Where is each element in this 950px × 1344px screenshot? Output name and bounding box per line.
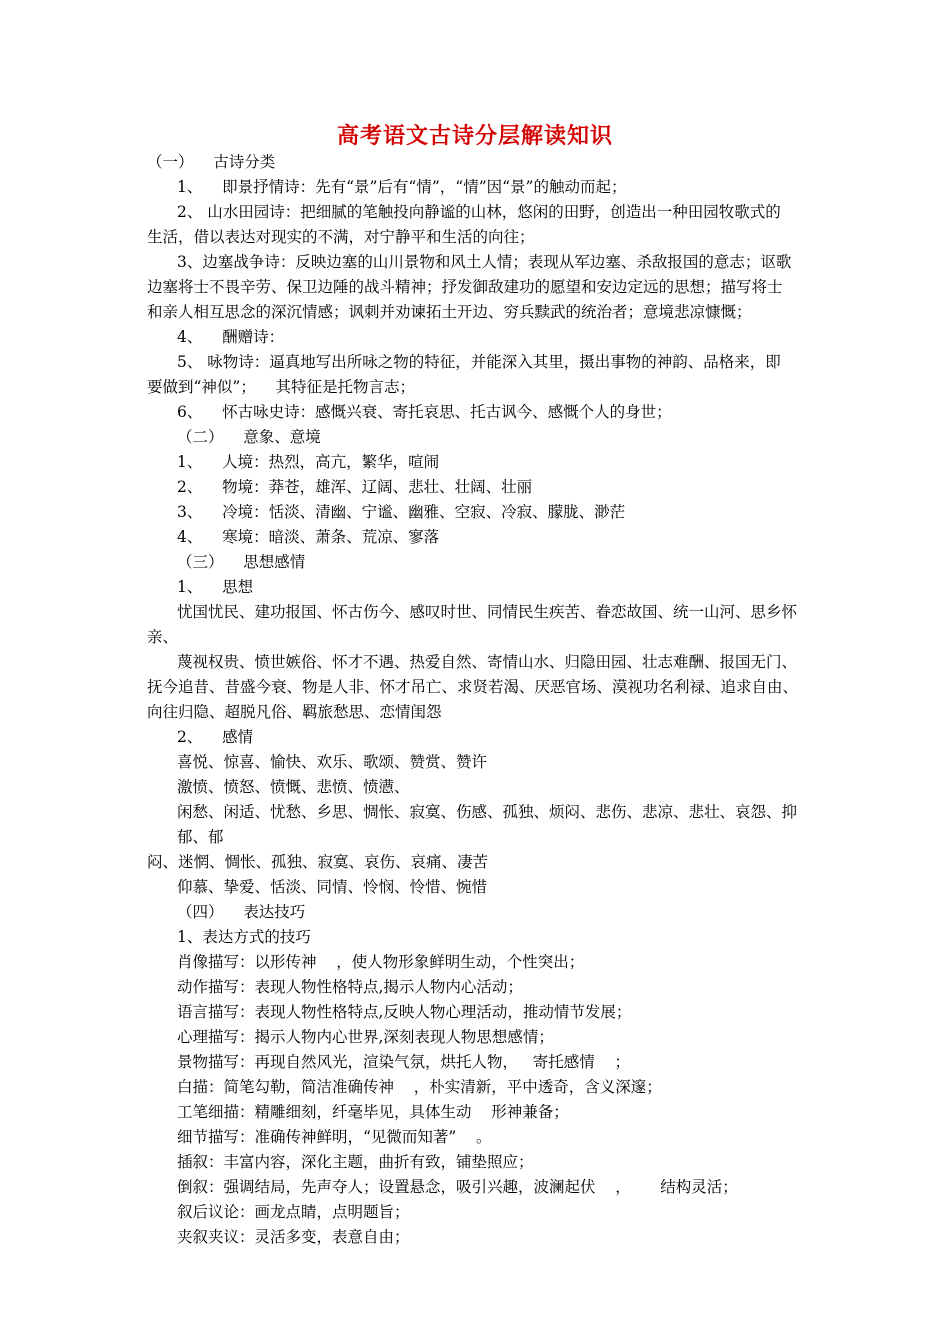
- text-line: （四） 表达技巧: [177, 903, 306, 921]
- text-line: 仰慕、挚爱、恬淡、同情、怜悯、怜惜、惋惜: [177, 878, 488, 896]
- text-line: 忧国忧民、建功报国、怀古伤今、感叹时世、同情民生疾苦、眷恋故国、统一山河、思乡怀: [177, 603, 798, 621]
- text-line: 倒叙：强调结局，先声夺人；设置悬念，吸引兴趣，波澜起伏 ， 结构灵活；: [177, 1178, 738, 1196]
- text-line: 边塞将士不畏辛劳、保卫边陲的战斗精神；抒发御敌建功的愿望和安边定远的思想；描写将士: [147, 278, 783, 296]
- text-line: 肖像描写：以形传神 ，使人物形象鲜明生动，个性突出；: [177, 953, 585, 971]
- text-line: 蔑视权贵、愤世嫉俗、怀才不遇、热爱自然、寄情山水、归隐田园、壮志难酬、报国无门、: [177, 653, 798, 671]
- text-line: 4、 寒境：暗淡、萧条、荒凉、寥落: [177, 528, 440, 546]
- document-body: [147, 150, 812, 1250]
- text-line: 4、 酬赠诗：: [177, 328, 285, 346]
- text-line: 1、 人境：热烈，高亢，繁华，喧闹: [177, 453, 440, 471]
- text-line: 语言描写：表现人物性格特点,反映人物心理活动，推动情节发展；: [177, 1003, 632, 1021]
- text-line: 1、表达方式的技巧: [177, 928, 311, 946]
- text-line: 闲愁、闲适、忧愁、乡思、惆怅、寂寞、伤感、孤独、烦闷、悲伤、悲凉、悲壮、哀怨、抑郁、郁: [177, 803, 798, 846]
- text-line: 6、 怀古咏史诗：感慨兴衰、寄托哀思、托古讽今、感慨个人的身世；: [177, 403, 672, 421]
- text-line: 工笔细描：精雕细刻，纤毫毕见，具体生动 形神兼备；: [177, 1103, 569, 1121]
- text-line: 叙后议论：画龙点睛，点明题旨；: [177, 1203, 410, 1221]
- text-line: 向往归隐、超脱凡俗、羁旅愁思、恋情闺怨: [147, 703, 442, 721]
- text-line: 夹叙夹议：灵活多变，表意自由；: [177, 1228, 410, 1246]
- text-line: 要做到“神似”； 其特征是托物言志；: [147, 378, 416, 396]
- text-line: 白描：简笔勾勒，简洁准确传神 ，朴实清新，平中透奇，含义深邃；: [177, 1078, 662, 1096]
- text-line: 喜悦、惊喜、愉快、欢乐、歌颂、赞赏、赞许: [177, 753, 488, 771]
- text-line: 3、 冷境：恬淡、清幽、宁谧、幽雅、空寂、冷寂、朦胧、渺茫: [177, 503, 626, 521]
- text-line: 1、 即景抒情诗：先有“景”后有“情”，“情”因“景”的触动而起；: [177, 178, 627, 196]
- text-line: 插叙：丰富内容，深化主题，曲折有致，铺垫照应；: [177, 1153, 534, 1171]
- text-line: 景物描写：再现自然风光，渲染气氛，烘托人物， 寄托感情 ；: [177, 1053, 630, 1071]
- text-line: 激愤、愤怒、愤慨、悲愤、愤懑、: [177, 778, 410, 796]
- text-line: 闷、迷惘、惆怅、孤独、寂寞、哀伤、哀痛、凄苦: [147, 853, 489, 871]
- text-line: 亲、: [147, 628, 179, 646]
- text-line: 2、 物境：莽苍，雄浑、辽阔、悲壮、壮阔、壮丽: [177, 478, 533, 496]
- text-line: 心理描写：揭示人物内心世界,深刻表现人物思想感情；: [177, 1028, 554, 1046]
- text-line: 3、边塞战争诗：反映边塞的山川景物和风土人情；表现从军边塞、杀敌报国的意志；讴歌: [177, 253, 792, 271]
- text-line: 生活，借以表达对现实的不满，对宁静平和生活的向往；: [147, 228, 535, 246]
- text-line: 动作描写：表现人物性格特点,揭示人物内心活动；: [177, 978, 523, 996]
- text-line: 细节描写：准确传神鲜明，“见微而知著” 。: [177, 1128, 492, 1146]
- text-line: 2、 山水田园诗：把细腻的笔触投向静谧的山林，悠闲的田野，创造出一种田园牧歌式的: [177, 203, 781, 221]
- document-title: 高考语文古诗分层解读知识: [336, 123, 613, 149]
- text-line: 抚今追昔、昔盛今衰、物是人非、怀才吊亡、求贤若渴、厌恶官场、漠视功名利禄、追求自由、: [147, 678, 799, 696]
- text-line: 2、 感情: [177, 728, 254, 746]
- text-line: （三） 思想感情: [177, 553, 306, 571]
- text-line: 1、 思想: [177, 578, 254, 596]
- text-line: 5、 咏物诗：逼真地写出所咏之物的特征，并能深入其里，摄出事物的神韵、品格来，即: [177, 353, 781, 371]
- text-line: （二） 意象、意境: [177, 428, 321, 446]
- text-line: （一） 古诗分类: [147, 153, 276, 171]
- text-line: 和亲人相互思念的深沉情感；讽刺并劝谏拓土开边、穷兵黩武的统治者；意境悲凉慷慨；: [147, 303, 752, 321]
